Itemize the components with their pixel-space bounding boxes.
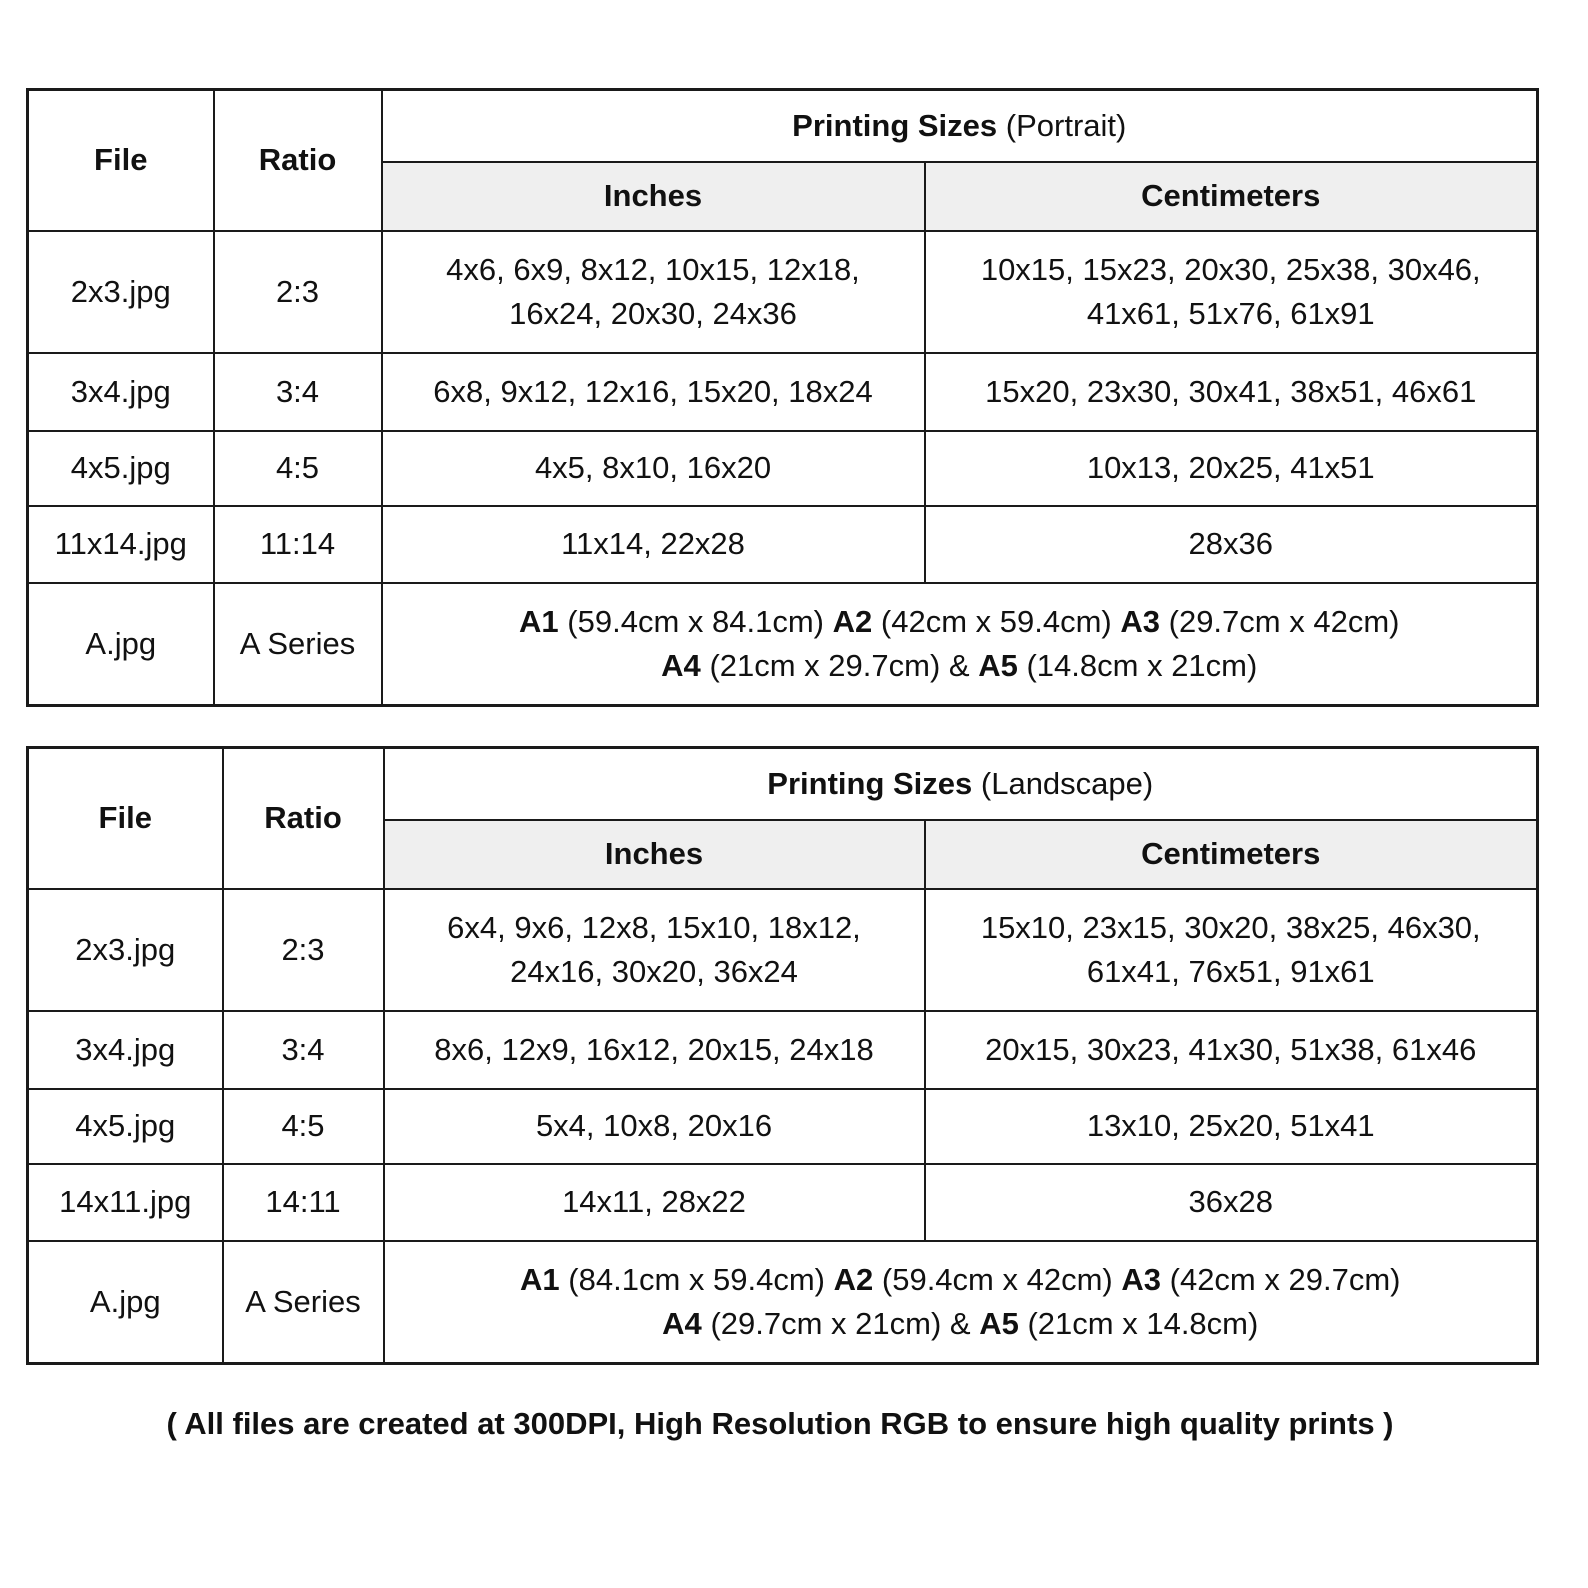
a3-size: (29.7cm x 42cm) bbox=[1168, 603, 1400, 639]
inches-cell: 5x4, 10x8, 20x16 bbox=[384, 1089, 925, 1164]
printing-sizes-header bbox=[384, 748, 1538, 820]
ampersand: & bbox=[949, 1305, 971, 1341]
inches-cell: 6x8, 9x12, 12x16, 15x20, 18x24 bbox=[382, 353, 925, 431]
ratio-cell: 14:11 bbox=[223, 1164, 384, 1241]
a5-size: (14.8cm x 21cm) bbox=[1026, 647, 1258, 683]
a-series-line bbox=[383, 600, 1537, 644]
a3-label: A3 bbox=[1120, 603, 1160, 639]
portrait-sizes-table bbox=[26, 88, 1539, 707]
file-cell: A.jpg bbox=[28, 583, 214, 706]
a4-label: A4 bbox=[661, 647, 701, 683]
a-series-sizes-cell bbox=[384, 1241, 1538, 1364]
table-row bbox=[28, 353, 1538, 431]
table-header-row bbox=[28, 90, 1538, 162]
a5-label: A5 bbox=[978, 647, 1018, 683]
table-row bbox=[28, 1089, 1538, 1164]
file-column-header: File bbox=[28, 748, 223, 889]
orientation-label: (Portrait) bbox=[1005, 107, 1127, 143]
a1-size: (84.1cm x 59.4cm) bbox=[568, 1261, 825, 1297]
a-series-sizes-cell bbox=[382, 583, 1538, 706]
centimeters-line: 61x41, 76x51, 91x61 bbox=[1086, 953, 1375, 989]
centimeters-cell: 15x20, 23x30, 30x41, 38x51, 46x61 bbox=[925, 353, 1538, 431]
file-cell: 14x11.jpg bbox=[28, 1164, 223, 1241]
table-row bbox=[28, 1164, 1538, 1241]
file-cell: 2x3.jpg bbox=[28, 889, 223, 1011]
ratio-cell: 3:4 bbox=[223, 1011, 384, 1089]
inches-cell: 11x14, 22x28 bbox=[382, 506, 925, 583]
ratio-cell: 2:3 bbox=[223, 889, 384, 1011]
ratio-cell: 3:4 bbox=[214, 353, 382, 431]
ratio-cell: 4:5 bbox=[214, 431, 382, 506]
a5-label: A5 bbox=[979, 1305, 1019, 1341]
table-header-row bbox=[28, 748, 1538, 820]
file-cell: 3x4.jpg bbox=[28, 353, 214, 431]
inches-cell: 4x5, 8x10, 16x20 bbox=[382, 431, 925, 506]
a3-label: A3 bbox=[1121, 1261, 1161, 1297]
table-row bbox=[28, 1011, 1538, 1089]
ratio-cell: 2:3 bbox=[214, 231, 382, 353]
centimeters-line: 10x15, 15x23, 20x30, 25x38, 30x46, bbox=[980, 251, 1481, 287]
ratio-cell: A Series bbox=[223, 1241, 384, 1364]
centimeters-cell: 13x10, 25x20, 51x41 bbox=[925, 1089, 1538, 1164]
printing-sizes-title: Printing Sizes bbox=[792, 107, 998, 143]
landscape-sizes-table bbox=[26, 746, 1539, 1365]
inches-line: 24x16, 30x20, 36x24 bbox=[510, 953, 798, 989]
ratio-cell: 4:5 bbox=[223, 1089, 384, 1164]
file-cell: 4x5.jpg bbox=[28, 431, 214, 506]
file-column-header: File bbox=[28, 90, 214, 231]
centimeters-cell bbox=[925, 889, 1538, 1011]
a1-label: A1 bbox=[519, 603, 559, 639]
printing-sizes-title: Printing Sizes bbox=[767, 765, 973, 801]
a2-label: A2 bbox=[832, 603, 873, 639]
a-series-row bbox=[28, 583, 1538, 706]
file-cell: 11x14.jpg bbox=[28, 506, 214, 583]
ratio-column-header: Ratio bbox=[214, 90, 382, 231]
file-cell: 3x4.jpg bbox=[28, 1011, 223, 1089]
footer-note: ( All files are created at 300DPI, High Resolution RGB to ensure high quality prints ) bbox=[166, 1406, 1394, 1441]
centimeters-line: 41x61, 51x76, 61x91 bbox=[1086, 295, 1375, 331]
inches-line: 16x24, 20x30, 24x36 bbox=[509, 295, 797, 331]
a-series-line bbox=[385, 1302, 1537, 1346]
table-row bbox=[28, 506, 1538, 583]
a4-size: (21cm x 29.7cm) bbox=[709, 647, 941, 683]
inches-cell: 14x11, 28x22 bbox=[384, 1164, 925, 1241]
file-cell: 2x3.jpg bbox=[28, 231, 214, 353]
a2-size: (42cm x 59.4cm) bbox=[880, 603, 1112, 639]
ratio-column-header: Ratio bbox=[223, 748, 384, 889]
a-series-line bbox=[383, 644, 1537, 688]
centimeters-cell bbox=[925, 231, 1538, 353]
inches-cell bbox=[384, 889, 925, 1011]
table-row bbox=[28, 431, 1538, 506]
file-cell: A.jpg bbox=[28, 1241, 223, 1364]
centimeters-line: 15x10, 23x15, 30x20, 38x25, 46x30, bbox=[980, 909, 1481, 945]
inches-line: 4x6, 6x9, 8x12, 10x15, 12x18, bbox=[446, 251, 860, 287]
a4-label: A4 bbox=[662, 1305, 702, 1341]
centimeters-cell: 36x28 bbox=[925, 1164, 1538, 1241]
inches-column-header: Inches bbox=[384, 820, 925, 889]
ratio-cell: A Series bbox=[214, 583, 382, 706]
inches-cell: 8x6, 12x9, 16x12, 20x15, 24x18 bbox=[384, 1011, 925, 1089]
centimeters-column-header: Centimeters bbox=[925, 162, 1538, 231]
table-row bbox=[28, 889, 1538, 1011]
a2-size: (59.4cm x 42cm) bbox=[881, 1261, 1113, 1297]
table-row bbox=[28, 231, 1538, 353]
file-cell: 4x5.jpg bbox=[28, 1089, 223, 1164]
centimeters-column-header: Centimeters bbox=[925, 820, 1538, 889]
a1-label: A1 bbox=[520, 1261, 560, 1297]
centimeters-cell: 10x13, 20x25, 41x51 bbox=[925, 431, 1538, 506]
a5-size: (21cm x 14.8cm) bbox=[1027, 1305, 1259, 1341]
a3-size: (42cm x 29.7cm) bbox=[1169, 1261, 1401, 1297]
a-series-row bbox=[28, 1241, 1538, 1364]
a2-label: A2 bbox=[833, 1261, 874, 1297]
a4-size: (29.7cm x 21cm) bbox=[710, 1305, 942, 1341]
inches-column-header: Inches bbox=[382, 162, 925, 231]
orientation-label: (Landscape) bbox=[980, 765, 1154, 801]
a-series-line bbox=[385, 1258, 1537, 1302]
inches-line: 6x4, 9x6, 12x8, 15x10, 18x12, bbox=[447, 909, 861, 945]
printing-sizes-header bbox=[382, 90, 1538, 162]
ratio-cell: 11:14 bbox=[214, 506, 382, 583]
centimeters-cell: 28x36 bbox=[925, 506, 1538, 583]
a1-size: (59.4cm x 84.1cm) bbox=[567, 603, 824, 639]
inches-cell bbox=[382, 231, 925, 353]
centimeters-cell: 20x15, 30x23, 41x30, 51x38, 61x46 bbox=[925, 1011, 1538, 1089]
ampersand: & bbox=[948, 647, 970, 683]
